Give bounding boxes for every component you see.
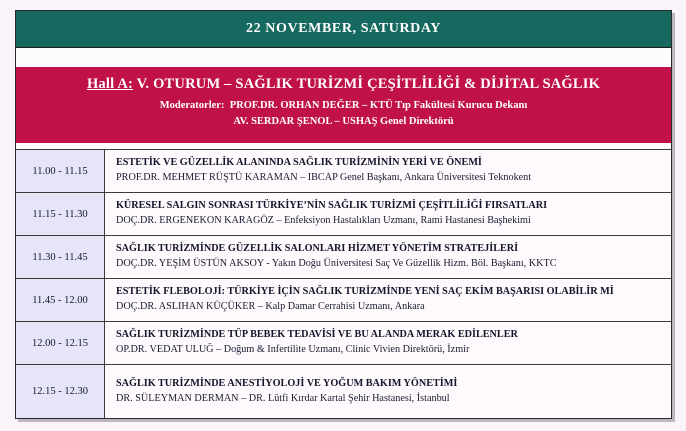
table-row — [16, 364, 671, 418]
time-cell: 12.00 - 12.15 — [16, 322, 105, 364]
moderators-label: Moderatorler: — [159, 100, 225, 111]
spacer-row — [16, 48, 671, 67]
talk-speaker: OP.DR. VEDAT ULUĞ – Doğum & Infertilite Uzmanı, Clinic Vivien Direktörü, İzmir — [116, 344, 470, 355]
talk-title: SAĞLIK TURİZMİNDE GÜZELLİK SALONLARI HİZMET YÖNETİM STRATEJİLERİ — [116, 243, 519, 255]
talk-title: ESTETİK VE GÜZELLİK ALANINDA SAĞLIK TURİZMİNİN YERİ VE ÖNEMİ — [116, 157, 482, 169]
session-header-band — [16, 67, 671, 143]
moderator-1: PROF.DR. ORHAN DEĞER – KTÜ Tıp Fakültesi Kurucu Dekanı — [229, 100, 528, 111]
session-cell — [105, 322, 671, 364]
session-cell — [105, 365, 671, 418]
talk-speaker: DOÇ.DR. ERGENEKON KARAGÖZ – Enfeksiyon Hastalıkları Uzmanı, Rami Hastanesi Başhekimi — [116, 215, 531, 226]
table-row — [16, 149, 671, 192]
schedule-table — [16, 149, 671, 418]
talk-speaker: PROF.DR. MEHMET RÜŞTÜ KARAMAN – IBCAP Genel Başkanı, Ankara Üniversitesi Teknokent — [116, 172, 532, 183]
session-title-text: V. OTURUM – SAĞLIK TURİZMİ ÇEŞİTLİLİĞİ & DİJİTAL SAĞLIK — [133, 76, 601, 92]
session-cell — [105, 193, 671, 235]
time-cell: 11.15 - 11.30 — [16, 193, 105, 235]
session-cell — [105, 150, 671, 192]
table-row — [16, 192, 671, 235]
date-header-band — [16, 11, 671, 48]
moderator-2: AV. SERDAR ŞENOL – USHAŞ Genel Direktörü — [233, 116, 454, 127]
time-cell: 11.00 - 11.15 — [16, 150, 105, 192]
hall-label: Hall A: — [86, 76, 134, 92]
talk-speaker: DOÇ.DR. ASLIHAN KÜÇÜKER – Kalp Damar Cerrahisi Uzmanı, Ankara — [116, 301, 425, 312]
session-cell — [105, 236, 671, 278]
talk-title: SAĞLIK TURİZMİNDE ANESTİYOLOJİ VE YOĞUM BAKIM YÖNETİMİ — [116, 377, 458, 389]
talk-speaker: DR. SÜLEYMAN DERMAN – DR. Lütfi Kırdar Kartal Şehir Hastanesi, İstanbul — [116, 392, 450, 404]
moderator-line-2 — [233, 116, 453, 127]
talk-title: ESTETİK FLEBOLOJİ: TÜRKİYE İÇİN SAĞLIK TURİZMİNDE YENİ SAÇ EKİM BAŞARISI OLABİLİR Mİ — [116, 286, 614, 298]
talk-title: SAĞLIK TURİZMİNDE TÜP BEBEK TEDAVİSİ VE BU ALANDA MERAK EDİLENLER — [116, 329, 518, 341]
time-cell: 11.30 - 11.45 — [16, 236, 105, 278]
conference-program-card — [15, 10, 672, 419]
talk-title: KÜRESEL SALGIN SONRASI TÜRKİYE’NİN SAĞLIK TURİZMİ ÇEŞİTLİLİĞİ FIRSATLARI — [116, 200, 548, 212]
time-cell: 11.45 - 12.00 — [16, 279, 105, 321]
session-title — [87, 76, 600, 93]
talk-speaker: DOÇ.DR. YEŞİM ÜSTÜN AKSOY - Yakın Doğu Üniversitesi Saç Ve Güzellik Hizm. Böl. Başkanı, KKTC — [116, 258, 557, 269]
time-cell: 12.15 - 12.30 — [16, 365, 105, 418]
table-row — [16, 321, 671, 364]
table-row — [16, 235, 671, 278]
table-row — [16, 278, 671, 321]
date-label: 22 NOVEMBER, SATURDAY — [245, 21, 441, 36]
session-cell — [105, 279, 671, 321]
moderator-line-1 — [160, 100, 528, 111]
